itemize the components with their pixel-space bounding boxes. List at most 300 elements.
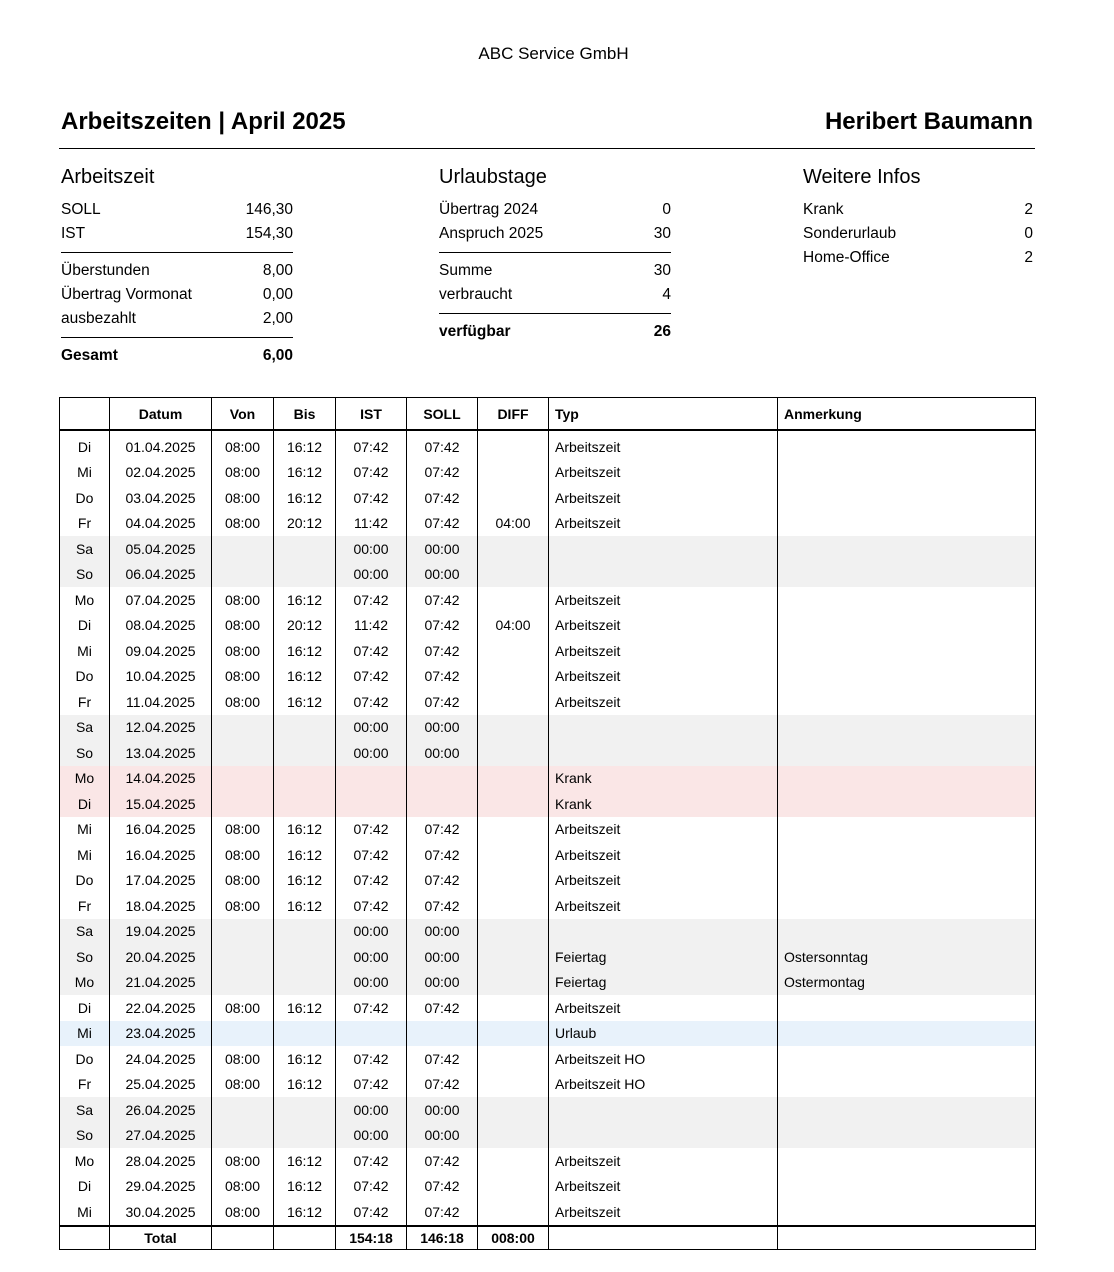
typ-cell: Arbeitszeit — [549, 868, 778, 894]
ist-cell: 00:00 — [336, 536, 407, 562]
date-cell: 19.04.2025 — [110, 919, 212, 945]
von-cell: 08:00 — [212, 1148, 274, 1174]
diff-cell — [478, 995, 549, 1021]
date-cell: 02.04.2025 — [110, 460, 212, 486]
von-cell — [212, 536, 274, 562]
anmerkung-cell — [778, 817, 1036, 843]
bis-cell — [274, 1123, 336, 1149]
von-cell: 08:00 — [212, 868, 274, 894]
ueberstunden-row — [61, 259, 293, 283]
ist-cell: 07:42 — [336, 893, 407, 919]
bis-cell: 16:12 — [274, 1174, 336, 1200]
date-cell: 06.04.2025 — [110, 562, 212, 588]
soll-cell: 07:42 — [407, 1199, 478, 1226]
gesamt-row — [61, 344, 293, 368]
day-cell: Mi — [60, 842, 110, 868]
col-header-tag — [60, 398, 110, 431]
col-header-ist: IST — [336, 398, 407, 431]
infos-heading: Weitere Infos — [803, 166, 921, 188]
ist-cell: 07:42 — [336, 1072, 407, 1098]
summe-label: Summe — [439, 262, 493, 279]
date-cell: 23.04.2025 — [110, 1021, 212, 1047]
day-cell: Fr — [60, 1072, 110, 1098]
date-cell: 16.04.2025 — [110, 842, 212, 868]
typ-cell: Krank — [549, 791, 778, 817]
total-diff: 008:00 — [478, 1226, 549, 1250]
day-cell: Mi — [60, 1021, 110, 1047]
date-cell: 22.04.2025 — [110, 995, 212, 1021]
table-row — [60, 842, 1036, 868]
date-cell: 24.04.2025 — [110, 1046, 212, 1072]
ist-label: IST — [61, 225, 86, 242]
anmerkung-cell — [778, 613, 1036, 639]
anmerkung-cell — [778, 1021, 1036, 1047]
table-row — [60, 766, 1036, 792]
diff-cell — [478, 970, 549, 996]
page-title: Arbeitszeiten | April 2025 — [61, 108, 346, 135]
anmerkung-cell — [778, 1123, 1036, 1149]
soll-cell: 07:42 — [407, 893, 478, 919]
header-divider — [59, 148, 1035, 149]
day-cell: Di — [60, 791, 110, 817]
bis-cell: 16:12 — [274, 664, 336, 690]
ist-cell: 00:00 — [336, 970, 407, 996]
col-header-bis: Bis — [274, 398, 336, 431]
soll-cell: 07:42 — [407, 511, 478, 537]
von-cell: 08:00 — [212, 817, 274, 843]
ist-cell: 00:00 — [336, 919, 407, 945]
von-cell: 08:00 — [212, 1199, 274, 1226]
soll-cell: 00:00 — [407, 1097, 478, 1123]
day-cell: Fr — [60, 893, 110, 919]
anmerkung-cell — [778, 766, 1036, 792]
bis-cell: 16:12 — [274, 689, 336, 715]
diff-cell — [478, 1072, 549, 1098]
bis-cell: 16:12 — [274, 485, 336, 511]
von-cell — [212, 740, 274, 766]
diff-cell — [478, 1097, 549, 1123]
ausbezahlt-value: 2,00 — [262, 310, 293, 327]
ist-value: 154,30 — [245, 225, 293, 242]
bis-cell: 16:12 — [274, 842, 336, 868]
bis-cell — [274, 791, 336, 817]
total-empty — [60, 1226, 110, 1250]
typ-cell: Arbeitszeit — [549, 842, 778, 868]
day-cell: Mi — [60, 817, 110, 843]
anmerkung-cell — [778, 919, 1036, 945]
ist-cell: 00:00 — [336, 740, 407, 766]
table-row — [60, 664, 1036, 690]
soll-cell: 00:00 — [407, 919, 478, 945]
col-header-anmerkung: Anmerkung — [778, 398, 1036, 431]
day-cell: So — [60, 944, 110, 970]
urlaub-heading: Urlaubstage — [439, 166, 547, 188]
total-empty — [778, 1226, 1036, 1250]
diff-cell — [478, 1046, 549, 1072]
ist-cell: 00:00 — [336, 944, 407, 970]
col-header-typ: Typ — [549, 398, 778, 431]
table-row — [60, 715, 1036, 741]
diff-cell — [478, 460, 549, 486]
date-cell: 09.04.2025 — [110, 638, 212, 664]
verbraucht-value: 4 — [662, 286, 671, 303]
anmerkung-cell — [778, 1148, 1036, 1174]
col-header-datum: Datum — [110, 398, 212, 431]
diff-cell — [478, 430, 549, 460]
bis-cell — [274, 1097, 336, 1123]
date-cell: 12.04.2025 — [110, 715, 212, 741]
ist-cell: 11:42 — [336, 511, 407, 537]
diff-cell — [478, 1199, 549, 1226]
von-cell — [212, 1097, 274, 1123]
gesamt-label: Gesamt — [61, 347, 118, 364]
date-cell: 11.04.2025 — [110, 689, 212, 715]
anmerkung-cell — [778, 1174, 1036, 1200]
diff-cell — [478, 740, 549, 766]
anmerkung-cell — [778, 511, 1036, 537]
home-office-value: 2 — [1024, 249, 1033, 266]
diff-cell — [478, 536, 549, 562]
bis-cell — [274, 536, 336, 562]
bis-cell: 16:12 — [274, 1072, 336, 1098]
ist-row — [61, 222, 293, 246]
bis-cell: 16:12 — [274, 1199, 336, 1226]
soll-cell — [407, 1021, 478, 1047]
anspruch-row — [439, 222, 671, 246]
krank-row — [803, 198, 1033, 222]
total-label: Total — [110, 1226, 212, 1250]
table-row — [60, 919, 1036, 945]
soll-cell: 07:42 — [407, 613, 478, 639]
typ-cell: Arbeitszeit HO — [549, 1072, 778, 1098]
anmerkung-cell — [778, 868, 1036, 894]
table-row — [60, 613, 1036, 639]
diff-cell — [478, 919, 549, 945]
table-row — [60, 485, 1036, 511]
date-cell: 13.04.2025 — [110, 740, 212, 766]
table-row — [60, 430, 1036, 460]
anmerkung-cell — [778, 536, 1036, 562]
von-cell — [212, 970, 274, 996]
table-row — [60, 460, 1036, 486]
bis-cell: 16:12 — [274, 1148, 336, 1174]
soll-cell: 07:42 — [407, 430, 478, 460]
diff-cell — [478, 638, 549, 664]
bis-cell — [274, 740, 336, 766]
soll-cell: 00:00 — [407, 970, 478, 996]
soll-cell: 07:42 — [407, 1046, 478, 1072]
table-row — [60, 1199, 1036, 1226]
diff-cell — [478, 562, 549, 588]
date-cell: 20.04.2025 — [110, 944, 212, 970]
bis-cell: 16:12 — [274, 995, 336, 1021]
typ-cell: Arbeitszeit — [549, 689, 778, 715]
home-office-label: Home-Office — [803, 249, 890, 266]
soll-cell: 00:00 — [407, 944, 478, 970]
typ-cell: Arbeitszeit — [549, 587, 778, 613]
krank-value: 2 — [1024, 201, 1033, 218]
day-cell: So — [60, 1123, 110, 1149]
von-cell — [212, 919, 274, 945]
date-cell: 05.04.2025 — [110, 536, 212, 562]
day-cell: Fr — [60, 511, 110, 537]
summary-divider — [439, 252, 671, 253]
bis-cell — [274, 562, 336, 588]
diff-cell — [478, 944, 549, 970]
arbeitszeit-summary — [61, 164, 293, 368]
bis-cell: 16:12 — [274, 893, 336, 919]
table-row — [60, 1021, 1036, 1047]
day-cell: Do — [60, 664, 110, 690]
ist-cell: 11:42 — [336, 613, 407, 639]
date-cell: 21.04.2025 — [110, 970, 212, 996]
total-empty — [212, 1226, 274, 1250]
bis-cell — [274, 1021, 336, 1047]
day-cell: Mo — [60, 587, 110, 613]
bis-cell — [274, 970, 336, 996]
weitere-infos — [803, 164, 1033, 270]
table-row — [60, 740, 1036, 766]
soll-cell: 07:42 — [407, 995, 478, 1021]
uebertrag-vormonat-value: 0,00 — [262, 286, 293, 303]
verbraucht-label: verbraucht — [439, 286, 513, 303]
col-header-von: Von — [212, 398, 274, 431]
von-cell — [212, 944, 274, 970]
total-empty — [549, 1226, 778, 1250]
anmerkung-cell — [778, 1046, 1036, 1072]
diff-cell — [478, 842, 549, 868]
diff-cell — [478, 689, 549, 715]
typ-cell: Feiertag — [549, 944, 778, 970]
soll-cell — [407, 766, 478, 792]
day-cell: Di — [60, 430, 110, 460]
von-cell: 08:00 — [212, 689, 274, 715]
von-cell: 08:00 — [212, 613, 274, 639]
table-row — [60, 689, 1036, 715]
day-cell: Di — [60, 995, 110, 1021]
day-cell: Sa — [60, 1097, 110, 1123]
typ-cell — [549, 562, 778, 588]
date-cell: 10.04.2025 — [110, 664, 212, 690]
employee-name: Heribert Baumann — [824, 108, 1033, 135]
bis-cell: 16:12 — [274, 817, 336, 843]
typ-cell — [549, 919, 778, 945]
von-cell — [212, 1021, 274, 1047]
typ-cell: Feiertag — [549, 970, 778, 996]
typ-cell: Arbeitszeit — [549, 1148, 778, 1174]
von-cell: 08:00 — [212, 587, 274, 613]
diff-cell — [478, 485, 549, 511]
table-row — [60, 995, 1036, 1021]
bis-cell: 16:12 — [274, 638, 336, 664]
sonderurlaub-label: Sonderurlaub — [803, 225, 897, 242]
timesheet-table — [59, 397, 1036, 1250]
von-cell: 08:00 — [212, 430, 274, 460]
table-row — [60, 638, 1036, 664]
table-row — [60, 511, 1036, 537]
bis-cell: 20:12 — [274, 613, 336, 639]
date-cell: 17.04.2025 — [110, 868, 212, 894]
table-body — [60, 430, 1036, 1226]
ist-cell: 07:42 — [336, 587, 407, 613]
total-soll: 146:18 — [407, 1226, 478, 1250]
total-row — [60, 1226, 1036, 1250]
table-row — [60, 1148, 1036, 1174]
von-cell — [212, 562, 274, 588]
summary-divider — [439, 313, 671, 314]
day-cell: Do — [60, 868, 110, 894]
anmerkung-cell — [778, 664, 1036, 690]
day-cell: Mo — [60, 970, 110, 996]
day-cell: Do — [60, 485, 110, 511]
diff-cell — [478, 664, 549, 690]
bis-cell — [274, 919, 336, 945]
date-cell: 25.04.2025 — [110, 1072, 212, 1098]
ist-cell: 07:42 — [336, 1148, 407, 1174]
typ-cell: Arbeitszeit — [549, 1199, 778, 1226]
ist-cell: 00:00 — [336, 715, 407, 741]
soll-cell: 07:42 — [407, 664, 478, 690]
anmerkung-cell — [778, 587, 1036, 613]
von-cell: 08:00 — [212, 1072, 274, 1098]
day-cell: Sa — [60, 919, 110, 945]
ist-cell — [336, 791, 407, 817]
bis-cell: 16:12 — [274, 587, 336, 613]
day-cell: Di — [60, 613, 110, 639]
ist-cell — [336, 1021, 407, 1047]
anmerkung-cell — [778, 1072, 1036, 1098]
sonderurlaub-row — [803, 222, 1033, 246]
soll-cell: 00:00 — [407, 1123, 478, 1149]
bis-cell: 16:12 — [274, 868, 336, 894]
table-row — [60, 1072, 1036, 1098]
typ-cell: Arbeitszeit — [549, 664, 778, 690]
von-cell — [212, 715, 274, 741]
sonderurlaub-value: 0 — [1024, 225, 1033, 242]
typ-cell: Arbeitszeit — [549, 817, 778, 843]
date-cell: 08.04.2025 — [110, 613, 212, 639]
anmerkung-cell — [778, 485, 1036, 511]
anspruch-label: Anspruch 2025 — [439, 225, 544, 242]
date-cell: 26.04.2025 — [110, 1097, 212, 1123]
typ-cell — [549, 536, 778, 562]
uebertrag-2024-value: 0 — [662, 201, 671, 218]
uebertrag-vormonat-row — [61, 283, 293, 307]
diff-cell — [478, 587, 549, 613]
soll-cell: 00:00 — [407, 536, 478, 562]
ist-cell: 07:42 — [336, 1046, 407, 1072]
ueberstunden-value: 8,00 — [262, 262, 293, 279]
date-cell: 07.04.2025 — [110, 587, 212, 613]
soll-cell: 07:42 — [407, 587, 478, 613]
anmerkung-cell: Ostermontag — [778, 970, 1036, 996]
date-cell: 27.04.2025 — [110, 1123, 212, 1149]
table-row — [60, 1174, 1036, 1200]
date-cell: 30.04.2025 — [110, 1199, 212, 1226]
summary-divider — [61, 337, 293, 338]
bis-cell: 20:12 — [274, 511, 336, 537]
summe-value: 30 — [653, 262, 671, 279]
verfuegbar-row — [439, 320, 671, 344]
von-cell: 08:00 — [212, 842, 274, 868]
day-cell: Sa — [60, 536, 110, 562]
company-name: ABC Service GmbH — [478, 44, 629, 63]
typ-cell: Urlaub — [549, 1021, 778, 1047]
soll-cell: 07:42 — [407, 817, 478, 843]
typ-cell — [549, 740, 778, 766]
typ-cell: Arbeitszeit — [549, 430, 778, 460]
ist-cell: 00:00 — [336, 1123, 407, 1149]
ist-cell: 07:42 — [336, 1199, 407, 1226]
table-row — [60, 587, 1036, 613]
day-cell: So — [60, 740, 110, 766]
day-cell: Mo — [60, 766, 110, 792]
anmerkung-cell — [778, 689, 1036, 715]
anmerkung-cell — [778, 1097, 1036, 1123]
bis-cell: 16:12 — [274, 430, 336, 460]
soll-cell: 07:42 — [407, 485, 478, 511]
day-cell: Sa — [60, 715, 110, 741]
soll-cell: 07:42 — [407, 1148, 478, 1174]
ist-cell: 07:42 — [336, 485, 407, 511]
uebertrag-vormonat-label: Übertrag Vormonat — [61, 286, 192, 303]
date-cell: 03.04.2025 — [110, 485, 212, 511]
diff-cell: 04:00 — [478, 511, 549, 537]
ist-cell: 07:42 — [336, 817, 407, 843]
date-cell: 28.04.2025 — [110, 1148, 212, 1174]
col-header-soll: SOLL — [407, 398, 478, 431]
typ-cell: Arbeitszeit HO — [549, 1046, 778, 1072]
anspruch-value: 30 — [653, 225, 671, 242]
anmerkung-cell — [778, 995, 1036, 1021]
ist-cell: 07:42 — [336, 995, 407, 1021]
anmerkung-cell — [778, 460, 1036, 486]
bis-cell — [274, 766, 336, 792]
bis-cell: 16:12 — [274, 1046, 336, 1072]
soll-cell: 07:42 — [407, 689, 478, 715]
soll-label: SOLL — [61, 201, 101, 218]
soll-row — [61, 198, 293, 222]
diff-cell — [478, 1021, 549, 1047]
anmerkung-cell — [778, 715, 1036, 741]
ist-cell: 07:42 — [336, 868, 407, 894]
uebertrag-2024-label: Übertrag 2024 — [439, 201, 539, 218]
ist-cell: 07:42 — [336, 842, 407, 868]
table-row — [60, 791, 1036, 817]
ueberstunden-label: Überstunden — [61, 262, 150, 279]
summary-divider — [61, 252, 293, 253]
soll-cell: 07:42 — [407, 638, 478, 664]
von-cell: 08:00 — [212, 995, 274, 1021]
table-row — [60, 562, 1036, 588]
typ-cell: Arbeitszeit — [549, 1174, 778, 1200]
von-cell: 08:00 — [212, 511, 274, 537]
anmerkung-cell: Ostersonntag — [778, 944, 1036, 970]
arbeitszeit-heading: Arbeitszeit — [61, 166, 155, 188]
urlaub-summary — [439, 164, 671, 344]
total-ist: 154:18 — [336, 1226, 407, 1250]
anmerkung-cell — [778, 791, 1036, 817]
ist-cell — [336, 766, 407, 792]
day-cell: Fr — [60, 689, 110, 715]
ist-cell: 07:42 — [336, 430, 407, 460]
soll-cell: 07:42 — [407, 1174, 478, 1200]
von-cell — [212, 1123, 274, 1149]
soll-cell: 07:42 — [407, 868, 478, 894]
col-header-diff: DIFF — [478, 398, 549, 431]
verfuegbar-value: 26 — [653, 323, 671, 340]
von-cell — [212, 791, 274, 817]
